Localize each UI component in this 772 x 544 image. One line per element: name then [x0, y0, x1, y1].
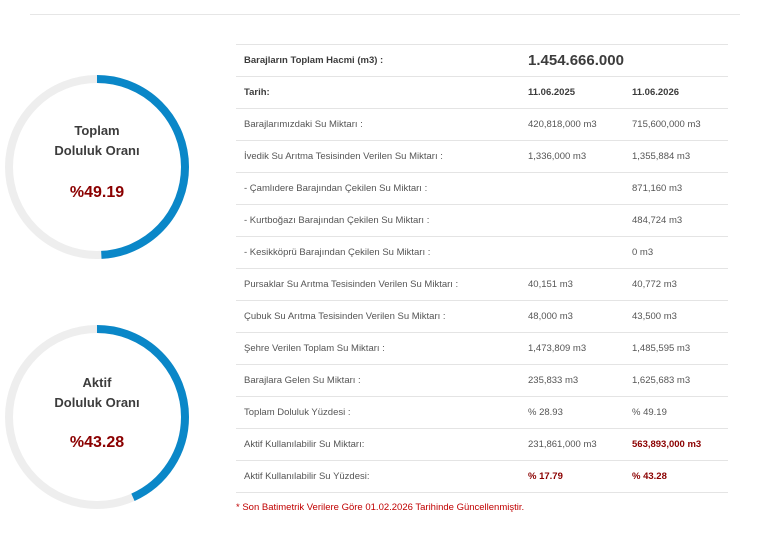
table-row: [236, 205, 728, 237]
row-value-2026: 871,160 m3: [624, 173, 728, 205]
gauge-value: %49.19: [69, 184, 125, 201]
top-divider: [30, 14, 740, 15]
date-header-row: [236, 77, 728, 109]
row-value-2026: 1,625,683 m3: [624, 365, 728, 397]
row-label: Aktif Kullanılabilir Su Miktarı:: [236, 429, 520, 461]
table-row: [236, 237, 728, 269]
row-value-2026: 563,893,000 m3: [624, 429, 728, 461]
total-fill-gauge: [3, 73, 191, 261]
active-fill-ring: [3, 323, 191, 511]
row-value-2025: 1,336,000 m3: [520, 141, 624, 173]
table-row: [236, 429, 728, 461]
row-value-2025: % 28.93: [520, 397, 624, 429]
row-value-2026: 715,600,000 m3: [624, 109, 728, 141]
row-label: Aktif Kullanılabilir Su Yüzdesi:: [236, 461, 520, 493]
row-value-2026: 1,355,884 m3: [624, 141, 728, 173]
gauge-title-line1: Aktif: [82, 375, 112, 390]
row-value-2025: [520, 205, 624, 237]
table-row: [236, 141, 728, 173]
row-label: Barajlarımızdaki Su Miktarı :: [236, 109, 520, 141]
row-value-2026: 40,772 m3: [624, 269, 728, 301]
row-label: - Kesikköprü Barajından Çekilen Su Miktarı :: [236, 237, 520, 269]
total-volume-label: Barajların Toplam Hacmi (m3) :: [236, 45, 520, 77]
total-fill-ring: [3, 73, 191, 261]
table-row: [236, 301, 728, 333]
row-value-2026: 1,485,595 m3: [624, 333, 728, 365]
date-label: Tarih:: [236, 77, 520, 109]
table-row: [236, 365, 728, 397]
total-volume-value: 1.454.666.000: [520, 45, 728, 77]
row-value-2025: % 17.79: [520, 461, 624, 493]
row-value-2025: 40,151 m3: [520, 269, 624, 301]
row-value-2026: % 49.19: [624, 397, 728, 429]
gauge-title-line1: Toplam: [74, 123, 120, 138]
table-row: [236, 461, 728, 493]
gauge-value: %43.28: [69, 434, 125, 451]
dam-statistics-table: [236, 44, 728, 493]
total-volume-row: [236, 45, 728, 77]
row-label: İvedik Su Arıtma Tesisinden Verilen Su Miktarı :: [236, 141, 520, 173]
footnote: * Son Batimetrik Verilere Göre 01.02.2026 Tarihinde Güncellenmiştir.: [236, 502, 525, 513]
row-label: - Çamlıdere Barajından Çekilen Su Miktarı :: [236, 173, 520, 205]
row-label: Çubuk Su Arıtma Tesisinden Verilen Su Miktarı :: [236, 301, 520, 333]
row-label: Barajlara Gelen Su Miktarı :: [236, 365, 520, 397]
row-label: Şehre Verilen Toplam Su Miktarı :: [236, 333, 520, 365]
row-label: Pursaklar Su Arıtma Tesisinden Verilen Su Miktarı :: [236, 269, 520, 301]
row-value-2025: 235,833 m3: [520, 365, 624, 397]
active-fill-gauge: [3, 323, 191, 511]
table-row: [236, 269, 728, 301]
table-row: [236, 333, 728, 365]
gauge-title-line2: Doluluk Oranı: [54, 395, 140, 410]
row-value-2025: 1,473,809 m3: [520, 333, 624, 365]
row-value-2026: 43,500 m3: [624, 301, 728, 333]
row-value-2025: 48,000 m3: [520, 301, 624, 333]
row-value-2026: 484,724 m3: [624, 205, 728, 237]
row-value-2025: 231,861,000 m3: [520, 429, 624, 461]
row-value-2025: 420,818,000 m3: [520, 109, 624, 141]
table-row: [236, 109, 728, 141]
table-row: [236, 397, 728, 429]
date-column-1: 11.06.2025: [520, 77, 624, 109]
row-value-2025: [520, 173, 624, 205]
table-row: [236, 173, 728, 205]
row-label: Toplam Doluluk Yüzdesi :: [236, 397, 520, 429]
row-value-2025: [520, 237, 624, 269]
row-value-2026: % 43.28: [624, 461, 728, 493]
row-value-2026: 0 m3: [624, 237, 728, 269]
row-label: - Kurtboğazı Barajından Çekilen Su Miktarı :: [236, 205, 520, 237]
gauge-title-line2: Doluluk Oranı: [54, 143, 140, 158]
date-column-2: 11.06.2026: [624, 77, 728, 109]
